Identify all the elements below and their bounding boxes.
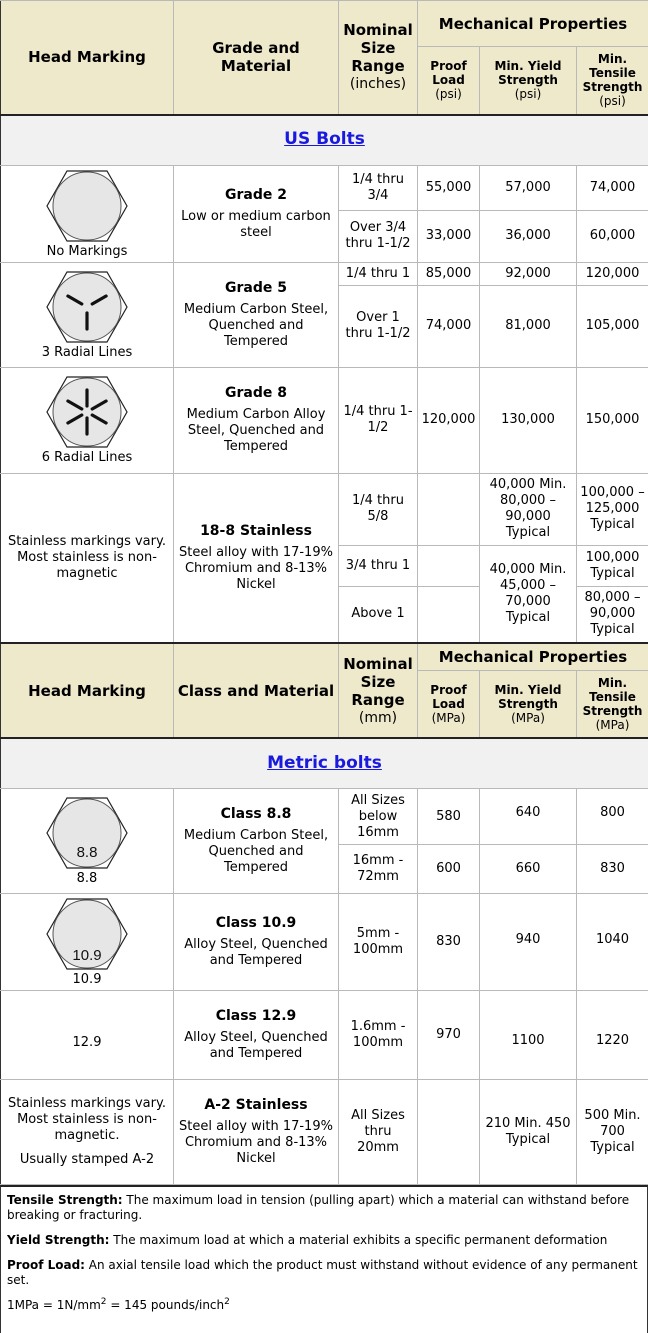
us-yield-header: Min. Yield Strength (psi) bbox=[480, 47, 577, 115]
grade2-marking-label: No Markings bbox=[4, 244, 170, 260]
us-bolts-link[interactable]: US Bolts bbox=[284, 129, 365, 149]
us-nominal-header bbox=[339, 1, 418, 115]
grade2-yield-1: 57,000 bbox=[480, 165, 577, 211]
hex-plain-icon bbox=[45, 168, 129, 244]
us-section-row bbox=[1, 115, 648, 166]
grade2-tensile-2: 60,000 bbox=[577, 211, 648, 262]
class88-yield-1: 640 bbox=[480, 789, 577, 845]
metric-header-row-1 bbox=[1, 643, 648, 670]
grade5-desc: Medium Carbon Steel, Quenched and Tempered bbox=[177, 302, 335, 350]
grade5-marking-label: 3 Radial Lines bbox=[4, 345, 170, 361]
us-nominal-unit: (inches) bbox=[342, 75, 414, 93]
us-nominal-label: Nominal Size Range bbox=[342, 21, 414, 75]
ss-material-cell bbox=[174, 473, 339, 643]
grade8-material-cell bbox=[174, 367, 339, 473]
grade5-yield-2: 81,000 bbox=[480, 285, 577, 367]
grade8-row bbox=[1, 367, 648, 473]
grade2-marking-cell bbox=[1, 165, 174, 262]
metric-nominal-unit: (mm) bbox=[342, 709, 414, 727]
ss-size-3: Above 1 bbox=[339, 586, 418, 643]
grade2-yield-2: 36,000 bbox=[480, 211, 577, 262]
ss-row-1 bbox=[1, 473, 648, 545]
class109-row bbox=[1, 894, 648, 991]
note-proof: Proof Load: An axial tensile load which the product must withstand without evidence of any permanent set. bbox=[7, 1258, 641, 1288]
class109-yield-1: 940 bbox=[480, 894, 577, 991]
grade5-size-2: Over 1 thru 1-1/2 bbox=[339, 285, 418, 367]
grade5-marking-cell bbox=[1, 262, 174, 367]
metric-tensile-header: Min. Tensile Strength (MPa) bbox=[577, 670, 648, 738]
grade8-proof-1: 120,000 bbox=[418, 367, 480, 473]
ss-proof-2 bbox=[418, 545, 480, 586]
grade2-row-1 bbox=[1, 165, 648, 211]
grade8-tensile-1: 150,000 bbox=[577, 367, 648, 473]
class88-proof-2: 600 bbox=[418, 845, 480, 894]
metric-head-marking-header: Head Marking bbox=[1, 643, 174, 738]
ss-tensile-1: 100,000 – 125,000 Typical bbox=[577, 473, 648, 545]
class129-title: Class 12.9 bbox=[177, 1008, 335, 1024]
us-mech-props-header: Mechanical Properties bbox=[418, 1, 648, 47]
metric-nominal-header bbox=[339, 643, 418, 738]
grade5-title: Grade 5 bbox=[177, 280, 335, 296]
a2-desc: Steel alloy with 17-19% Chromium and 8-13% Nickel bbox=[177, 1119, 335, 1167]
a2-title: A-2 Stainless bbox=[177, 1097, 335, 1113]
hex-10-9-icon bbox=[45, 896, 129, 972]
note-conversion: $1MPa = 1N/mm^2 = 145$ pounds/inch$^2$ bbox=[7, 1298, 641, 1313]
note-yield: Yield Strength: The maximum load at which a material exhibits a specific permanent deformation bbox=[7, 1233, 641, 1248]
grade5-proof-2: 74,000 bbox=[418, 285, 480, 367]
class129-marking-cell bbox=[1, 991, 174, 1080]
class88-size-1: All Sizes below 16mm bbox=[339, 789, 418, 845]
head-stamp-8-8: 8.8 bbox=[77, 844, 98, 861]
hex-six-lines-icon bbox=[45, 374, 129, 450]
grade5-yield-1: 92,000 bbox=[480, 262, 577, 285]
metric-mech-props-header: Mechanical Properties bbox=[418, 643, 648, 670]
grade5-material-cell bbox=[174, 262, 339, 367]
grade2-desc: Low or medium carbon steel bbox=[177, 209, 335, 241]
class109-desc: Alloy Steel, Quenched and Tempered bbox=[177, 937, 335, 969]
metric-proof-header: Proof Load (MPa) bbox=[418, 670, 480, 738]
hex-8-8-icon bbox=[45, 795, 129, 871]
ss-yield-1: 40,000 Min. 80,000 – 90,000 Typical bbox=[480, 473, 577, 545]
a2-proof-1 bbox=[418, 1080, 480, 1185]
class109-size-1: 5mm - 100mm bbox=[339, 894, 418, 991]
class88-yield-2: 660 bbox=[480, 845, 577, 894]
head-stamp-10-9: 10.9 bbox=[72, 947, 101, 964]
grade8-marking-label: 6 Radial Lines bbox=[4, 450, 170, 466]
ss-proof-1 bbox=[418, 473, 480, 545]
grade2-title: Grade 2 bbox=[177, 187, 335, 203]
ss-proof-3 bbox=[418, 586, 480, 643]
grade5-proof-1: 85,000 bbox=[418, 262, 480, 285]
ss-tensile-2: 100,000 Typical bbox=[577, 545, 648, 586]
class88-size-2: 16mm - 72mm bbox=[339, 845, 418, 894]
grade2-tensile-1: 74,000 bbox=[577, 165, 648, 211]
ss-marking-cell: Stainless markings vary. Most stainless is non-magnetic bbox=[1, 473, 174, 643]
ss-size-1: 1/4 thru 5/8 bbox=[339, 473, 418, 545]
class109-proof-1: 830 bbox=[418, 894, 480, 991]
class109-tensile-1: 1040 bbox=[577, 894, 648, 991]
class129-size-1: 1.6mm - 100mm bbox=[339, 991, 418, 1080]
definitions-notes bbox=[0, 1185, 648, 1333]
class88-desc: Medium Carbon Steel, Quenched and Tempered bbox=[177, 828, 335, 876]
note-tensile: Tensile Strength: The maximum load in tension (pulling apart) which a material can withstand before breaking or fracturing. bbox=[7, 1193, 641, 1223]
grade5-row-1 bbox=[1, 262, 648, 285]
us-head-marking-header: Head Marking bbox=[1, 1, 174, 115]
class129-material-cell bbox=[174, 991, 339, 1080]
grade5-tensile-1: 120,000 bbox=[577, 262, 648, 285]
class129-row bbox=[1, 991, 648, 1080]
class88-marking-label: 8.8 bbox=[4, 871, 170, 887]
class129-proof-1: 970 bbox=[418, 991, 480, 1080]
a2-marking-text: Stainless markings vary. Most stainless is non-magnetic. bbox=[4, 1096, 170, 1144]
a2-marking-stamp: Usually stamped A-2 bbox=[4, 1152, 170, 1168]
class88-material-cell bbox=[174, 789, 339, 894]
class109-title: Class 10.9 bbox=[177, 915, 335, 931]
us-header-row-1 bbox=[1, 1, 648, 47]
metric-class-material-header: Class and Material bbox=[174, 643, 339, 738]
class88-title: Class 8.8 bbox=[177, 806, 335, 822]
class129-yield-1: 1100 bbox=[480, 991, 577, 1080]
grade2-proof-2: 33,000 bbox=[418, 211, 480, 262]
a2-size-1: All Sizes thru 20mm bbox=[339, 1080, 418, 1185]
a2-material-cell bbox=[174, 1080, 339, 1185]
class109-marking-label: 10.9 bbox=[4, 972, 170, 988]
metric-yield-header: Min. Yield Strength (MPa) bbox=[480, 670, 577, 738]
class88-tensile-1: 800 bbox=[577, 789, 648, 845]
class129-marking-label: 12.9 bbox=[4, 1035, 170, 1051]
grade2-proof-1: 55,000 bbox=[418, 165, 480, 211]
a2-row bbox=[1, 1080, 648, 1185]
grade5-tensile-2: 105,000 bbox=[577, 285, 648, 367]
grade8-yield-1: 130,000 bbox=[480, 367, 577, 473]
class88-marking-cell bbox=[1, 789, 174, 894]
grade2-material-cell bbox=[174, 165, 339, 262]
grade2-size-1: 1/4 thru 3/4 bbox=[339, 165, 418, 211]
ss-yield-2: 40,000 Min. 45,000 – 70,000 Typical bbox=[480, 545, 577, 643]
metric-nominal-label: Nominal Size Range bbox=[342, 655, 414, 709]
class88-proof-1: 580 bbox=[418, 789, 480, 845]
class129-desc: Alloy Steel, Quenched and Tempered bbox=[177, 1030, 335, 1062]
ss-desc: Steel alloy with 17-19% Chromium and 8-13% Nickel bbox=[177, 545, 335, 593]
ss-title: 18-8 Stainless bbox=[177, 523, 335, 539]
us-proof-header: Proof Load (psi) bbox=[418, 47, 480, 115]
class109-marking-cell bbox=[1, 894, 174, 991]
class88-tensile-2: 830 bbox=[577, 845, 648, 894]
hex-three-lines-icon bbox=[45, 269, 129, 345]
a2-marking-cell bbox=[1, 1080, 174, 1185]
class109-material-cell bbox=[174, 894, 339, 991]
ss-tensile-3: 80,000 – 90,000 Typical bbox=[577, 586, 648, 643]
metric-section-row bbox=[1, 738, 648, 789]
ss-size-2: 3/4 thru 1 bbox=[339, 545, 418, 586]
a2-tensile-1: 500 Min. 700 Typical bbox=[577, 1080, 648, 1185]
grade8-marking-cell bbox=[1, 367, 174, 473]
grade8-desc: Medium Carbon Alloy Steel, Quenched and Tempered bbox=[177, 407, 335, 455]
a2-yield-1: 210 Min. 450 Typical bbox=[480, 1080, 577, 1185]
grade5-size-1: 1/4 thru 1 bbox=[339, 262, 418, 285]
grade8-title: Grade 8 bbox=[177, 385, 335, 401]
class129-tensile-1: 1220 bbox=[577, 991, 648, 1080]
grade8-size-1: 1/4 thru 1-1/2 bbox=[339, 367, 418, 473]
us-grade-material-header: Grade and Material bbox=[174, 1, 339, 115]
class88-row-1 bbox=[1, 789, 648, 845]
metric-bolts-link[interactable]: Metric bolts bbox=[267, 753, 382, 773]
grade2-size-2: Over 3/4 thru 1-1/2 bbox=[339, 211, 418, 262]
us-tensile-header: Min. Tensile Strength (psi) bbox=[577, 47, 648, 115]
